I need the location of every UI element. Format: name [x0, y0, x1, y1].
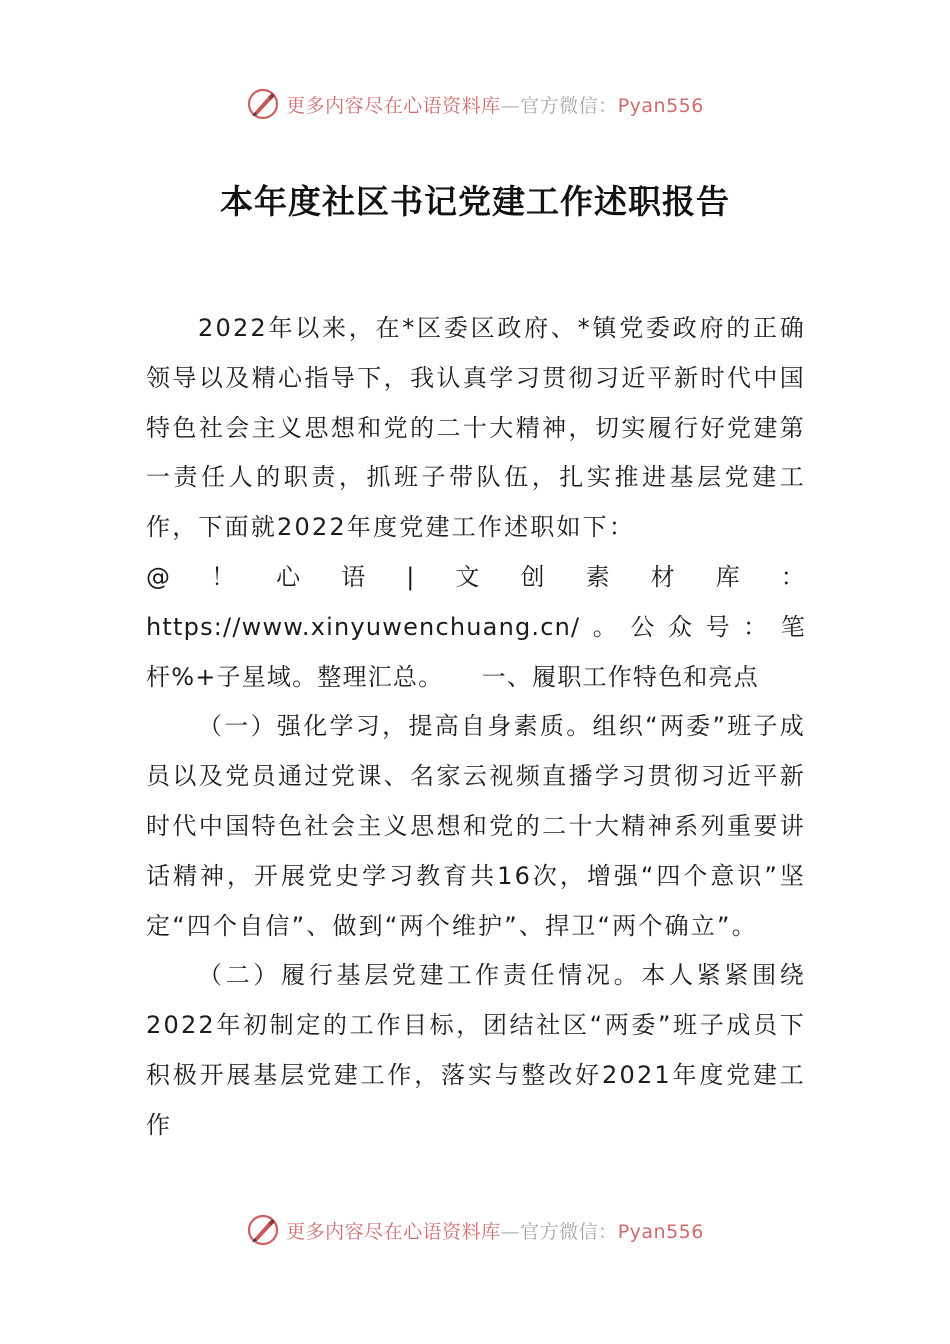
watermark-wechat-label: 官方微信： — [520, 94, 618, 117]
paragraph-section-1: （一）强化学习，提高自身素质。组织“两委”班子成员以及党员通过党课、名家云视频直播学习贯彻习近平新时代中国特色社会主义思想和党的二十大精神系列重要讲话精神，开展党史学习教育共16次，增强“四个意识”坚定“四个自信”、做到“两个维护”、捍卫“两个确立”。 — [146, 712, 806, 940]
watermark-text — [286, 1217, 704, 1244]
watermark-text — [286, 91, 704, 118]
footer-watermark — [0, 1210, 950, 1250]
watermark-wechat-id: Pyan556 — [617, 94, 704, 117]
watermark-dash: — — [500, 94, 521, 117]
pen-logo-icon — [246, 1213, 280, 1247]
watermark-library-name: 更多内容尽在心语资料库 — [286, 94, 501, 117]
watermark-wechat-id: Pyan556 — [617, 1220, 704, 1243]
header-watermark — [0, 84, 950, 124]
paragraph-intro: 2022年以来，在*区委区政府、*镇党委政府的正确领导以及精心指导下，我认真学习贯彻习近平新时代中国特色社会主义思想和党的二十大精神，切实履行好党建第一责任人的职责，抓班子带队伍，扎实推进基层党建工作，下面就2022年度党建工作述职如下： — [146, 314, 806, 542]
watermark-dash: — — [500, 1220, 521, 1243]
paragraph-section-2: （二）履行基层党建工作责任情况。本人紧紧围绕2022年初制定的工作目标，团结社区“两委”班子成员下积极开展基层党建工作，落实与整改好2021年度党建工作 — [146, 961, 806, 1139]
pen-logo-icon — [246, 87, 280, 121]
watermark-wechat-label: 官方微信： — [520, 1220, 618, 1243]
paragraph-source-note: @！心语|文创素材库：https://www.xinyuwenchuang.cn/。公众号：笔杆%+子星域。整理汇总。 一、履职工作特色和亮点 — [146, 562, 806, 691]
document-title: 本年度社区书记党建工作述职报告 — [220, 182, 730, 221]
document-body — [146, 304, 806, 1151]
watermark-library-name: 更多内容尽在心语资料库 — [286, 1220, 501, 1243]
